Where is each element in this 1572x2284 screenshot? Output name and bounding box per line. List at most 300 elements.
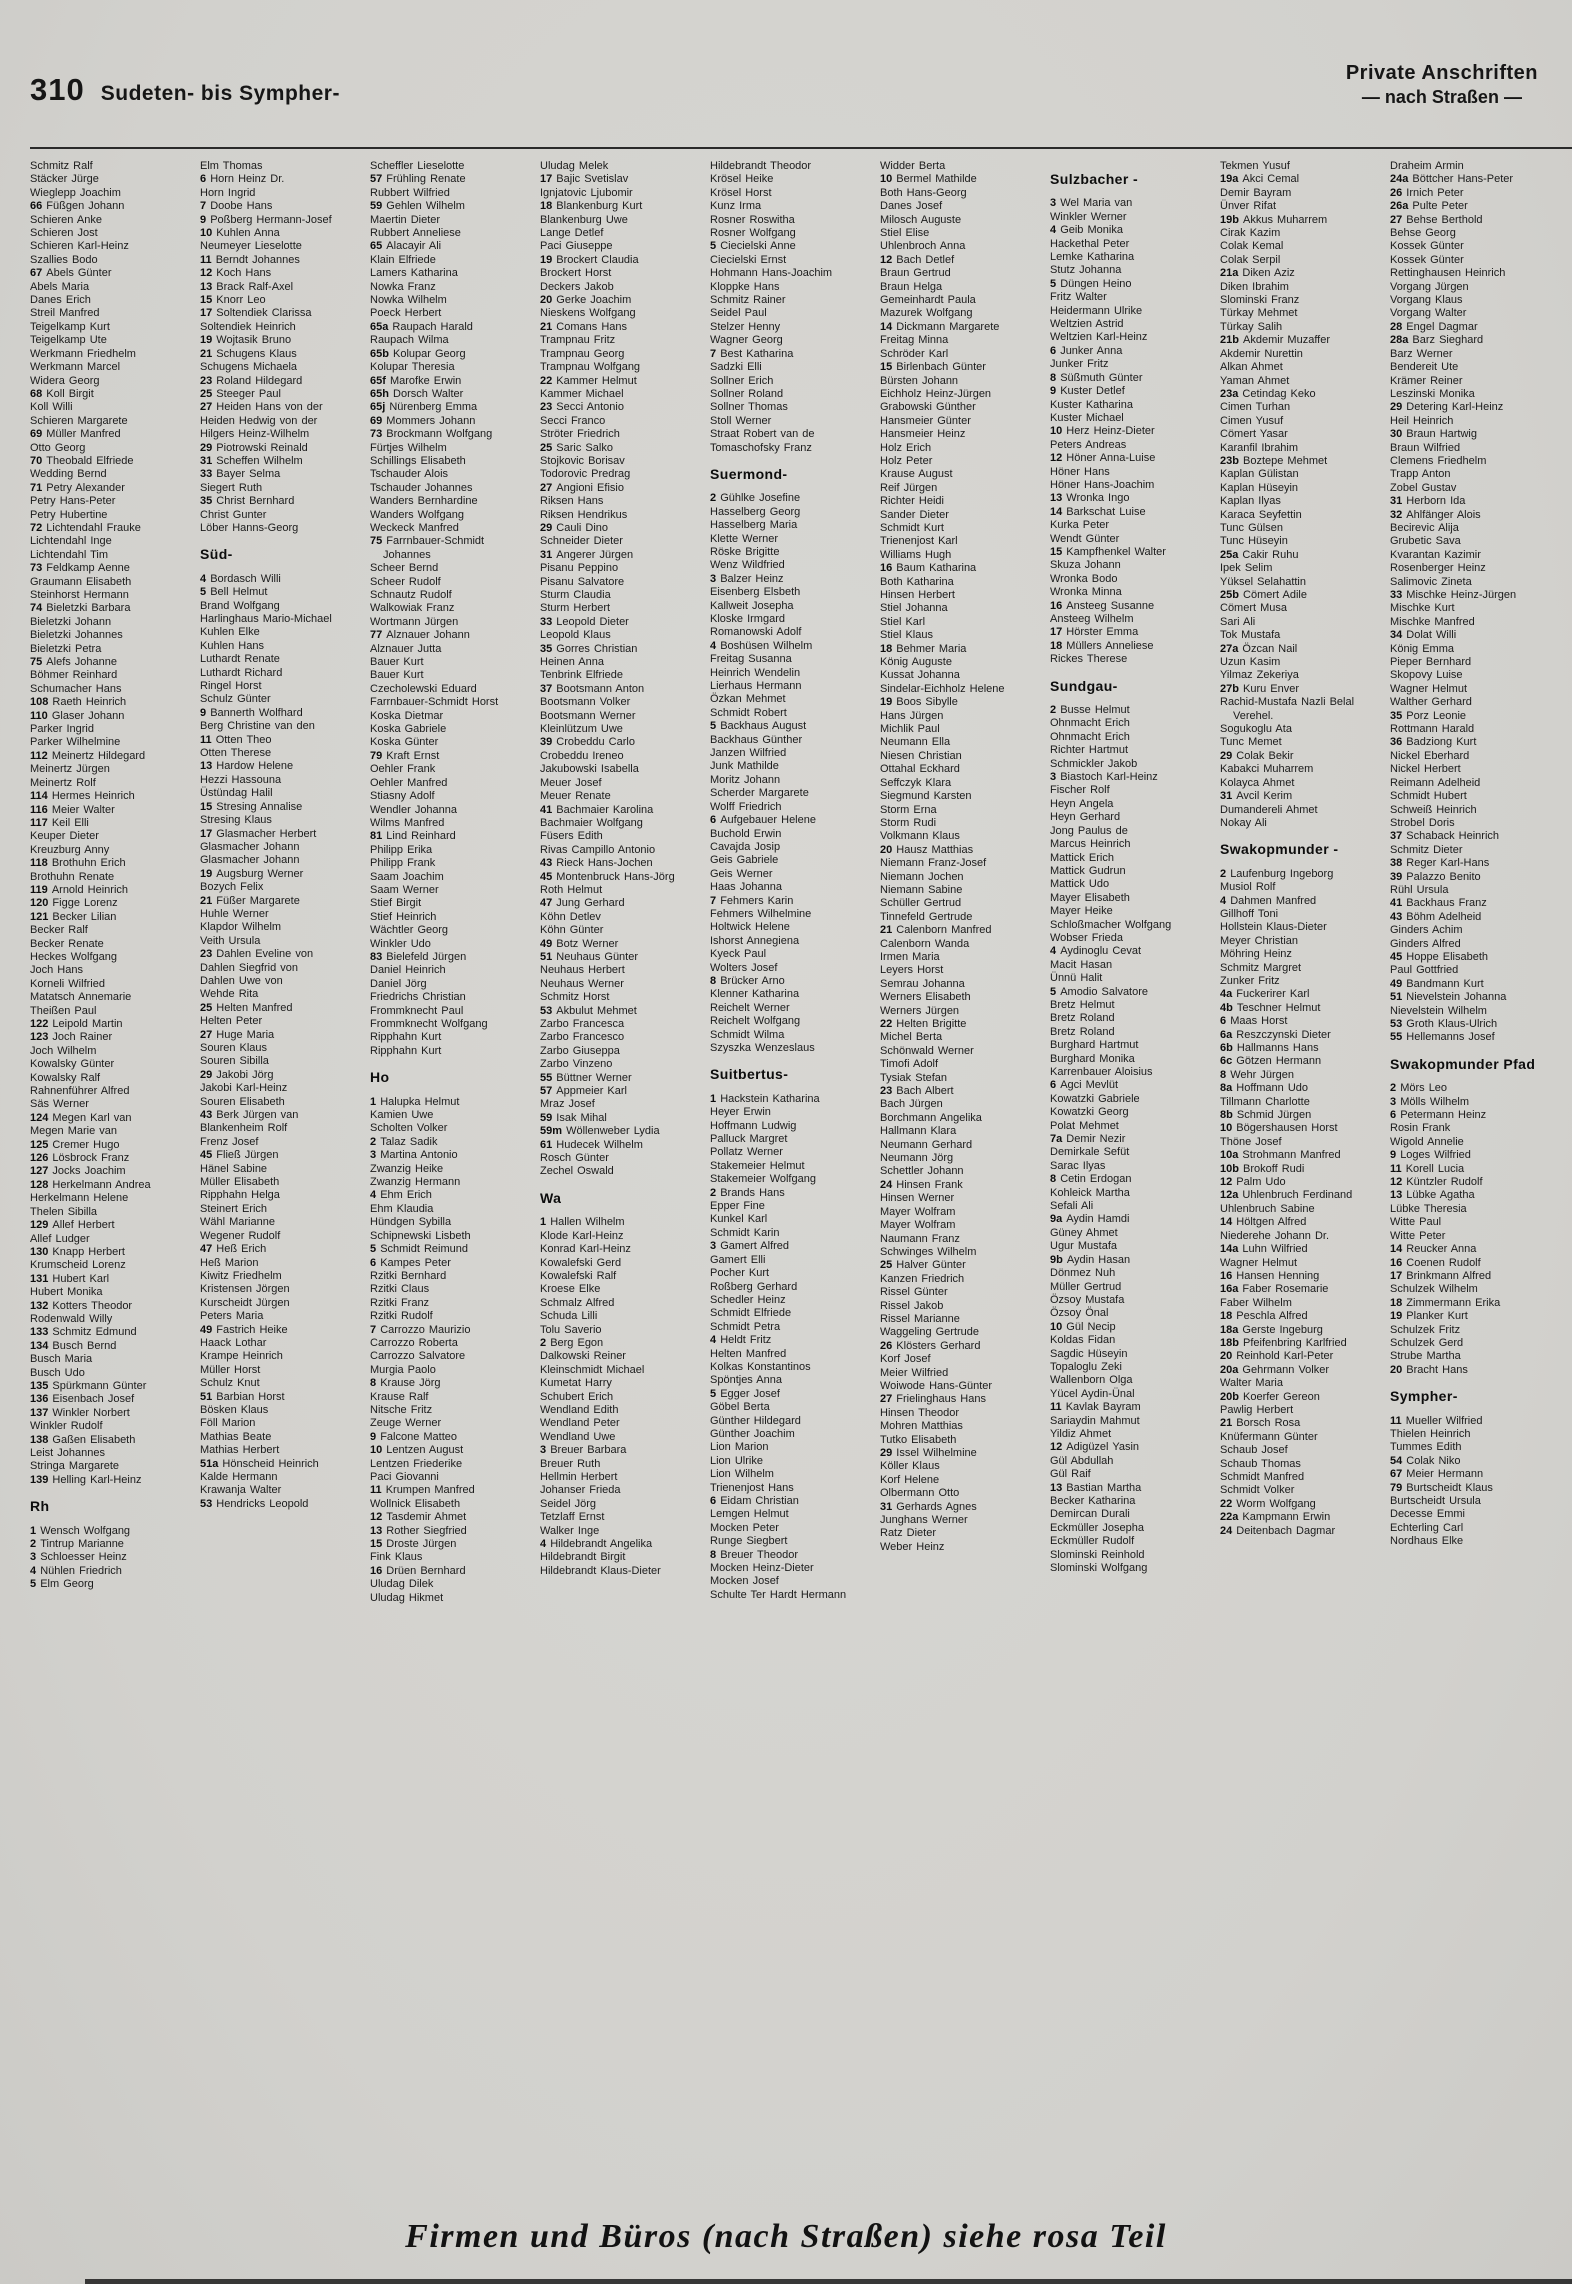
- house-number: 25: [200, 387, 217, 400]
- directory-entry: Trapp Anton: [1390, 468, 1451, 481]
- directory-entry: Olbermann Otto: [880, 1487, 960, 1500]
- directory-entry: Kaplan Gülistan: [1220, 468, 1299, 481]
- directory-entry: Zwanzig Hermann: [370, 1176, 461, 1189]
- house-number: 2: [370, 1135, 381, 1148]
- directory-entry: Tomaschofsky Franz: [710, 441, 812, 454]
- directory-entry: 21 Borsch Rosa: [1220, 1417, 1301, 1430]
- directory-entry: Wollnick Elisabeth: [370, 1497, 461, 1510]
- house-number: 11: [200, 253, 216, 266]
- directory-entry: Walter Maria: [1220, 1377, 1283, 1390]
- directory-entry: Säs Werner: [30, 1098, 89, 1111]
- house-number: 29: [200, 441, 217, 454]
- directory-entry: Schmickler Jakob: [1050, 757, 1138, 770]
- house-number: 30: [1390, 428, 1407, 441]
- directory-entry: Peters Maria: [200, 1310, 264, 1323]
- directory-entry: Behse Georg: [1390, 227, 1456, 240]
- house-number: 13: [1050, 1481, 1067, 1494]
- directory-entry: Cimen Turhan: [1220, 401, 1291, 414]
- directory-entry: Kamien Uwe: [370, 1109, 434, 1122]
- directory-entry: Berg Christine van den: [200, 720, 315, 733]
- directory-entry: 29 Cauli Dino: [540, 521, 609, 534]
- directory-entry: 15 Birlenbach Günter: [880, 361, 986, 374]
- directory-entry: Roßberg Gerhard: [710, 1280, 798, 1293]
- house-number: 136: [30, 1393, 53, 1406]
- directory-entry: Üstündag Halil: [200, 787, 273, 800]
- directory-entry: Schmitz Horst: [540, 991, 610, 1004]
- house-number: 2: [1220, 867, 1231, 880]
- directory-entry: Blankenheim Rolf: [200, 1122, 288, 1135]
- house-number: 12: [1050, 1441, 1067, 1454]
- directory-entry: 6 Junker Anna: [1050, 344, 1123, 357]
- directory-entry: Wolff Friedrich: [710, 800, 782, 813]
- directory-entry: Lemke Katharina: [1050, 251, 1135, 264]
- directory-entry: Soltendiek Heinrich: [200, 320, 296, 333]
- directory-entry: Schmidt Manfred: [1220, 1471, 1305, 1483]
- directory-entry: Kloske Irmgard: [710, 613, 785, 625]
- directory-entry: Zwanzig Heike: [370, 1162, 444, 1175]
- directory-entry: 14 Barkschat Luise: [1050, 505, 1146, 518]
- directory-entry: Herkelmann Helene: [30, 1192, 129, 1205]
- directory-entry: Schulzek Wilhelm: [1390, 1283, 1478, 1296]
- directory-entry: Sindelar-Eichholz Helene: [880, 682, 1005, 695]
- directory-entry: Alznauer Jutta: [370, 642, 442, 655]
- directory-entry: Schmidt Volker: [1220, 1484, 1295, 1497]
- directory-entry: Wedding Bernd: [30, 468, 107, 481]
- directory-entry: Korf Helene: [880, 1473, 940, 1486]
- directory-entry: 13 Bastian Martha: [1050, 1481, 1142, 1494]
- directory-entry: Holz Peter: [880, 454, 933, 467]
- house-number: 6: [710, 1495, 721, 1507]
- directory-entry: Stiel Klaus: [880, 629, 933, 642]
- directory-entry: 29 Jakobi Jörg: [200, 1068, 274, 1081]
- house-number: 24a: [1390, 173, 1413, 186]
- house-number: 32: [1390, 508, 1407, 521]
- directory-entry: 23b Boztepe Mehmet: [1220, 454, 1328, 467]
- directory-entry: Schulzek Gerd: [1390, 1336, 1464, 1349]
- directory-entry: Tysiak Stefan: [880, 1071, 948, 1084]
- directory-entry: 5 Schmidt Reimund: [370, 1243, 469, 1256]
- street-header: Sulzbacher -: [1050, 171, 1139, 187]
- directory-entry: 12 Tasdemir Ahmet: [370, 1511, 467, 1524]
- directory-entry: Otten Therese: [200, 747, 272, 760]
- directory-entry: 27a Özcan Nail: [1220, 642, 1298, 655]
- directory-entry: 20 Reinhold Karl-Peter: [1220, 1350, 1334, 1363]
- directory-entry: 4 Nühlen Friedrich: [30, 1564, 122, 1577]
- house-number: 14: [880, 320, 897, 333]
- directory-entry: Schumacher Hans: [30, 682, 122, 695]
- house-number: 9: [370, 1430, 381, 1443]
- directory-entry: 29 Issel Wilhelmine: [880, 1447, 977, 1459]
- directory-entry: 41 Backhaus Franz: [1390, 897, 1487, 910]
- directory-entry: Hündgen Sybilla: [370, 1216, 452, 1229]
- directory-entry: Oehler Frank: [370, 763, 436, 776]
- directory-column: [30, 160, 179, 2206]
- directory-entry: Nowka Franz: [370, 280, 436, 293]
- directory-entry: Neumann Jörg: [880, 1152, 954, 1165]
- directory-entry: Teigelkamp Ute: [30, 334, 107, 347]
- directory-entry: Theißen Paul: [30, 1004, 97, 1017]
- directory-entry: 35 Christ Bernhard: [200, 495, 295, 508]
- directory-entry: Mathias Herbert: [200, 1444, 280, 1457]
- house-number: 31: [200, 454, 217, 467]
- directory-entry: 81 Lind Reinhard: [370, 830, 456, 843]
- directory-entry: Mattick Erich: [1050, 851, 1114, 864]
- masthead-right: [1346, 62, 1538, 108]
- house-number: 116: [30, 803, 52, 816]
- directory-entry: Rubbert Anneliese: [370, 227, 461, 240]
- house-number: 19b: [1220, 213, 1244, 226]
- directory-entry: 18 Blankenburg Kurt: [540, 200, 643, 213]
- directory-entry: Niederehe Johann Dr.: [1220, 1229, 1330, 1242]
- directory-entry: Lion Ulrike: [710, 1454, 763, 1467]
- directory-entry: Nickel Eberhard: [1390, 749, 1470, 762]
- directory-entry: 6a Reszczynski Dieter: [1220, 1028, 1331, 1041]
- directory-entry: 4 Bordasch Willi: [200, 572, 281, 585]
- directory-entry: 17 Soltendiek Clarissa: [200, 307, 312, 320]
- directory-entry: 35 Porz Leonie: [1390, 709, 1467, 722]
- directory-entry: Ciecielski Ernst: [710, 253, 787, 266]
- directory-entry: Meinertz Jürgen: [30, 763, 110, 776]
- house-number: 39: [540, 736, 557, 749]
- directory-entry: 22 Helten Brigitte: [880, 1018, 967, 1030]
- directory-entry: Joch Wilhelm: [30, 1044, 97, 1057]
- directory-entry: 139 Helling Karl-Heinz: [30, 1473, 142, 1486]
- directory-entry: Secci Franco: [540, 414, 606, 427]
- directory-entry: 9 Kuster Detlef: [1050, 385, 1125, 398]
- directory-entry: Sollner Roland: [710, 387, 784, 400]
- directory-entry: Krämer Reiner: [1390, 374, 1463, 387]
- directory-entry: 45 Hoppe Elisabeth: [1390, 950, 1489, 963]
- directory-entry: Rzitki Rudolf: [370, 1310, 433, 1323]
- directory-entry: Ishorst Annegiena: [710, 934, 800, 947]
- directory-entry: Heß Marion: [200, 1256, 259, 1269]
- directory-entry: 20b Koerfer Gereon: [1220, 1390, 1320, 1403]
- house-number: 11: [370, 1484, 386, 1497]
- directory-entry: Rachid-Mustafa Nazli Belal Verehel.: [1220, 696, 1355, 722]
- directory-entry: 41 Bachmaier Karolina: [540, 803, 654, 816]
- house-number: 51: [200, 1390, 217, 1403]
- house-number: 74: [30, 602, 47, 615]
- house-number: 16: [1050, 599, 1067, 612]
- directory-entry: Demir Bayram: [1220, 186, 1292, 199]
- house-number: 54: [1390, 1454, 1407, 1467]
- directory-entry: Hans Jürgen: [880, 709, 944, 722]
- directory-entry: Danes Erich: [30, 294, 91, 307]
- directory-entry: Helten Peter: [200, 1015, 263, 1028]
- house-number: 65h: [370, 387, 394, 400]
- house-number: 47: [540, 897, 557, 910]
- directory-entry: 49 Botz Werner: [540, 937, 619, 950]
- house-number: 25: [200, 1001, 217, 1014]
- house-number: 19: [200, 334, 217, 347]
- directory-entry: 38 Reger Karl-Hans: [1390, 857, 1490, 870]
- directory-entry: Koll Willi: [30, 401, 73, 414]
- directory-entry: Tunc Memet: [1220, 736, 1282, 749]
- directory-entry: 137 Winkler Norbert: [30, 1406, 130, 1419]
- directory-entry: Brand Wolfgang: [200, 599, 280, 612]
- house-number: 31: [1390, 495, 1407, 508]
- house-number: 6: [1050, 344, 1061, 357]
- directory-entry: Souren Sibilla: [200, 1055, 269, 1068]
- directory-entry: Möhring Heinz: [1220, 948, 1292, 961]
- directory-entry: Poeck Herbert: [370, 307, 442, 320]
- directory-entry: Paul Gottfried: [1390, 964, 1459, 977]
- directory-entry: Schweiß Heinrich: [1390, 803, 1477, 816]
- directory-entry: 136 Eisenbach Josef: [30, 1393, 135, 1406]
- directory-entry: 125 Cremer Hugo: [30, 1138, 120, 1151]
- directory-entry: 122 Leipold Martin: [30, 1018, 123, 1030]
- scan-edge-artifact: [85, 2279, 1572, 2284]
- directory-entry: Haas Johanna: [710, 881, 782, 894]
- house-number: 33: [200, 468, 217, 481]
- house-number: 12: [200, 267, 217, 280]
- directory-entry: Weltzien Astrid: [1050, 318, 1124, 331]
- directory-entry: Demirkale Sefüt: [1050, 1146, 1130, 1159]
- street-header: Swakopmunder Pfad: [1390, 1055, 1536, 1072]
- directory-entry: 15 Knorr Leo: [200, 294, 266, 307]
- directory-entry: 8 Brücker Arno: [710, 974, 785, 987]
- directory-entry: 12 Palm Udo: [1220, 1176, 1286, 1189]
- directory-entry: Zarbo Francesco: [540, 1031, 625, 1044]
- directory-entry: Özkan Mehmet: [710, 693, 786, 706]
- directory-entry: 9 Falcone Matteo: [370, 1430, 458, 1443]
- directory-entry: Tolu Saverio: [540, 1323, 602, 1336]
- directory-entry: 65j Nürenberg Emma: [370, 401, 478, 414]
- directory-entry: 2 Tintrup Marianne: [30, 1538, 124, 1551]
- directory-entry: Hilgers Heinz-Wilhelm: [200, 428, 310, 441]
- house-number: 73: [370, 428, 387, 441]
- directory-entry: Schmidt Robert: [710, 706, 787, 719]
- house-number: 120: [30, 897, 53, 910]
- directory-entry: Vorgang Walter: [1390, 307, 1467, 320]
- directory-entry: Philipp Erika: [370, 843, 433, 856]
- directory-entry: Ünnü Halit: [1050, 972, 1103, 985]
- directory-entry: Kyeck Paul: [710, 948, 767, 961]
- directory-entry: Krampe Heinrich: [200, 1350, 283, 1363]
- house-number: 3: [540, 1444, 551, 1457]
- directory-entry: Schloßmacher Wolfgang: [1050, 918, 1172, 931]
- directory-entry: Niemann Sabine: [880, 883, 963, 896]
- house-number: 25: [540, 441, 557, 454]
- house-number: 18a: [1220, 1323, 1243, 1336]
- house-number: 3: [710, 1240, 721, 1253]
- directory-entry: Schubert Erich: [540, 1390, 614, 1403]
- directory-entry: Ripphahn Kurt: [370, 1031, 442, 1044]
- directory-entry: 67 Abels Günter: [30, 267, 112, 280]
- house-number: 21: [200, 894, 217, 907]
- directory-entry: Rubbert Wilfried: [370, 186, 450, 199]
- directory-entry: 70 Theobald Elfriede: [30, 454, 134, 467]
- directory-entry: Wortmann Jürgen: [370, 615, 459, 628]
- directory-entry: Wenz Wildfried: [710, 559, 785, 572]
- directory-entry: 8 Krause Jörg: [370, 1377, 441, 1390]
- directory-entry: Dalkowski Reiner: [540, 1350, 626, 1363]
- house-number: 29: [1220, 749, 1237, 762]
- directory-entry: Wendland Uwe: [540, 1430, 616, 1443]
- house-number: 13: [1390, 1189, 1407, 1202]
- directory-entry: Lion Wilhelm: [710, 1468, 774, 1481]
- house-number: 65f: [370, 374, 390, 387]
- house-number: 4a: [1220, 988, 1237, 1001]
- directory-entry: Nokay Ali: [1220, 816, 1267, 829]
- directory-entry: Krawanja Walter: [200, 1484, 282, 1497]
- directory-entry: Rissel Günter: [880, 1286, 948, 1299]
- directory-entry: Cirak Kazim: [1220, 227, 1281, 240]
- directory-entry: Zarbo Vinzeno: [540, 1058, 613, 1071]
- house-number: 8: [1220, 1068, 1231, 1081]
- directory-entry: Schwinges Wilhelm: [880, 1245, 977, 1258]
- house-number: 33: [540, 615, 557, 628]
- directory-entry: Barz Werner: [1390, 347, 1453, 360]
- directory-entry: Musiol Rolf: [1220, 881, 1276, 894]
- directory-entry: 43 Rieck Hans-Jochen: [540, 857, 653, 870]
- directory-entry: 14a Luhn Wilfried: [1220, 1243, 1308, 1256]
- directory-entry: Scheer Rudolf: [370, 575, 441, 588]
- directory-entry: Cavajda Josip: [710, 840, 781, 853]
- directory-entry: Mayer Wolfram: [880, 1205, 956, 1218]
- directory-entry: 25 Saric Salko: [540, 441, 613, 454]
- directory-entry: 6 Agci Mevlüt: [1050, 1079, 1119, 1092]
- house-number: 10: [200, 227, 217, 240]
- house-number: 6: [1220, 1015, 1231, 1028]
- directory-entry: Neumeyer Lieselotte: [200, 240, 302, 253]
- directory-entry: 15 Droste Jürgen: [370, 1538, 457, 1551]
- directory-entry: Wolters Josef: [710, 961, 778, 974]
- directory-entry: Joch Hans: [30, 964, 83, 977]
- house-number: 4: [710, 1334, 721, 1347]
- directory-entry: Bieletzki Johannes: [30, 629, 123, 642]
- directory-entry: Uludag Hikmet: [370, 1591, 444, 1604]
- house-number: 5: [710, 720, 721, 733]
- house-number: 11: [200, 733, 216, 746]
- directory-entry: Wilms Manfred: [370, 816, 445, 829]
- house-number: 21: [200, 347, 217, 360]
- house-number: 53: [540, 1004, 557, 1017]
- directory-entry: 16 Coenen Rudolf: [1390, 1256, 1481, 1269]
- directory-entry: 65a Raupach Harald: [370, 320, 473, 333]
- house-number: 19: [880, 696, 897, 709]
- directory-entry: 4a Fuckerirer Karl: [1220, 988, 1310, 1001]
- directory-entry: Hasselberg Maria: [710, 519, 798, 532]
- house-number: 12: [370, 1511, 387, 1524]
- directory-entry: Köhn Günter: [540, 924, 604, 937]
- directory-entry: Wanders Bernhardine: [370, 495, 478, 508]
- directory-entry: Heyer Erwin: [710, 1106, 771, 1119]
- house-number: 45: [200, 1149, 217, 1162]
- directory-entry: Kalde Hermann: [200, 1471, 278, 1483]
- directory-entry: Christ Gunter: [200, 508, 267, 521]
- house-number: 22: [540, 374, 557, 387]
- directory-entry: Schulzek Fritz: [1390, 1323, 1461, 1336]
- directory-entry: Wagner Helmut: [1390, 682, 1468, 695]
- house-number: 5: [200, 586, 211, 599]
- directory-entry: Frommknecht Wolfgang: [370, 1018, 488, 1030]
- house-number: 12: [1390, 1176, 1407, 1189]
- directory-entry: 51 Neuhaus Günter: [540, 950, 639, 963]
- directory-entry: Pisanu Salvatore: [540, 575, 625, 588]
- directory-entry: Tummes Edith: [1390, 1441, 1462, 1454]
- house-number: 71: [30, 481, 47, 494]
- directory-entry: Hänel Sabine: [200, 1162, 268, 1175]
- directory-entry: 9 Loges Wilfried: [1390, 1149, 1471, 1162]
- directory-entry: Freitag Susanna: [710, 653, 792, 666]
- directory-entry: Stojkovic Borisav: [540, 454, 625, 467]
- directory-entry: Frommknecht Paul: [370, 1004, 464, 1017]
- directory-entry: 49 Fastrich Heike: [200, 1323, 288, 1336]
- directory-entry: 132 Kotters Theodor: [30, 1299, 133, 1312]
- house-number: 15: [880, 361, 897, 374]
- house-number: 51: [540, 950, 557, 963]
- directory-entry: Schneider Dieter: [540, 535, 623, 548]
- directory-entry: Mattick Udo: [1050, 878, 1110, 891]
- directory-entry: Jakubowski Isabella: [540, 763, 639, 776]
- directory-entry: 2 Brands Hans: [710, 1186, 785, 1199]
- directory-entry: Türkay Salih: [1220, 320, 1283, 333]
- directory-entry: Kuster Katharina: [1050, 398, 1133, 411]
- directory-entry: Kumetat Harry: [540, 1377, 612, 1390]
- house-number: 27: [200, 1028, 217, 1041]
- directory-entry: Janzen Wilfried: [710, 747, 787, 760]
- directory-entry: Özsoy Önal: [1050, 1307, 1109, 1320]
- directory-entry: Akdemir Nurettin: [1220, 347, 1303, 360]
- directory-entry: Siegert Ruth: [200, 481, 263, 494]
- directory-entry: Tekmen Yusuf: [1220, 160, 1290, 172]
- directory-entry: 131 Hubert Karl: [30, 1272, 110, 1285]
- directory-entry: Elm Thomas: [200, 160, 263, 172]
- directory-entry: Lion Marion: [710, 1441, 769, 1454]
- house-number: 55: [540, 1071, 557, 1084]
- directory-entry: 11 Krumpen Manfred: [370, 1484, 475, 1497]
- directory-entry: 120 Figge Lorenz: [30, 897, 118, 910]
- house-number: 7: [370, 1323, 381, 1336]
- house-number: 12: [880, 253, 897, 266]
- directory-entry: Kussat Johanna: [880, 669, 960, 682]
- directory-entry: König Emma: [1390, 642, 1454, 655]
- house-number: 10a: [1220, 1149, 1243, 1162]
- directory-entry: Mocken Peter: [710, 1521, 779, 1534]
- directory-entry: Johanser Frieda: [540, 1484, 621, 1497]
- directory-entry: 10 Bermel Mathilde: [880, 173, 977, 186]
- house-number: 21a: [1220, 267, 1243, 280]
- directory-entry: Dahlen Uwe von: [200, 974, 283, 987]
- directory-entry: Todorovic Predrag: [540, 468, 631, 481]
- directory-column: [540, 160, 689, 2206]
- directory-entry: Ottahal Eckhard: [880, 763, 960, 776]
- directory-entry: 7a Demir Nezir: [1050, 1133, 1126, 1146]
- directory-entry: Konrad Karl-Heinz: [540, 1243, 631, 1256]
- directory-entry: Stakemeier Helmut: [710, 1159, 805, 1172]
- directory-entry: Kiwitz Friedhelm: [200, 1269, 282, 1282]
- directory-column: [370, 160, 519, 2206]
- directory-entry: Tutko Elisabeth: [880, 1433, 957, 1446]
- directory-entry: Wagner Helmut: [1220, 1256, 1298, 1269]
- directory-entry: 11 Kavlak Bayram: [1050, 1401, 1141, 1414]
- directory-entry: 30 Braun Hartwig: [1390, 428, 1477, 441]
- house-number: 1: [540, 1216, 551, 1229]
- directory-entry: Köhn Detlev: [540, 910, 601, 923]
- directory-entry: Mattick Gudrun: [1050, 864, 1126, 877]
- directory-entry: Meyer Christian: [1220, 934, 1299, 947]
- directory-entry: Heinrich Wendelin: [710, 666, 801, 679]
- directory-entry: 13 Brack Ralf-Axel: [200, 280, 294, 293]
- directory-entry: Rodenwald Willy: [30, 1312, 113, 1325]
- directory-entry: Frenz Josef: [200, 1135, 259, 1148]
- directory-entry: 45 Fließ Jürgen: [200, 1149, 279, 1162]
- directory-entry: Zechel Oswald: [540, 1165, 614, 1178]
- house-number: 8: [710, 974, 721, 987]
- directory-entry: Petry Hubertine: [30, 508, 108, 521]
- directory-entry: Kaplan Ilyas: [1220, 495, 1281, 508]
